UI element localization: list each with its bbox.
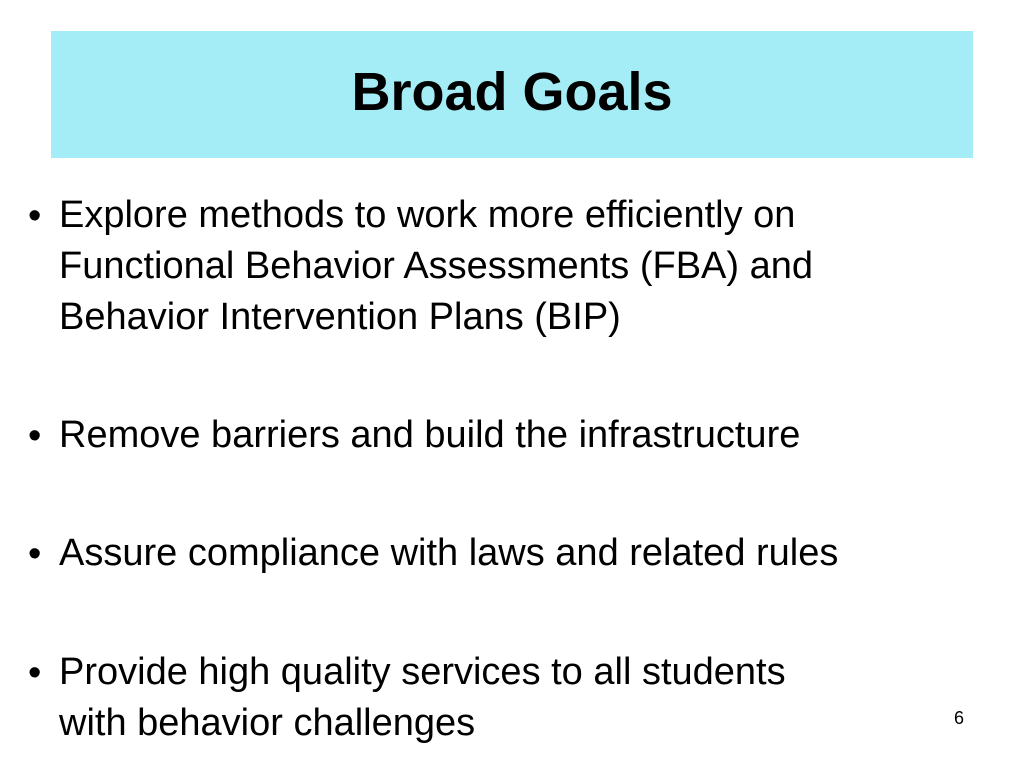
- slide-title: Broad Goals: [351, 61, 673, 122]
- page-number: 6: [953, 708, 964, 728]
- bullet-dot-icon: •: [28, 652, 42, 694]
- bullet-3-line-1: Assure compliance with laws and related rules: [59, 532, 839, 574]
- bullet-4-line-1: Provide high quality services to all students: [59, 651, 786, 693]
- bullet-dot-icon: •: [28, 415, 42, 457]
- bullet-1-line-1: Explore methods to work more efficiently on: [59, 194, 796, 236]
- bullet-text-2: [59, 410, 800, 461]
- bullet-text-1: [59, 190, 813, 343]
- bullet-dot-icon: •: [28, 195, 42, 237]
- bullet-item-4: [28, 647, 968, 749]
- bullet-4-line-2: with behavior challenges: [59, 702, 476, 744]
- bullet-text-4: [59, 647, 786, 749]
- bullet-text-3: [59, 528, 838, 579]
- bullet-1-line-2: Functional Behavior Assessments (FBA) and: [59, 245, 814, 287]
- bullet-dot-icon: •: [28, 533, 42, 575]
- bullet-1-line-3: Behavior Intervention Plans (BIP): [59, 296, 621, 338]
- bullet-item-3: [28, 528, 968, 580]
- bullet-item-2: [28, 410, 968, 462]
- bullet-2-line-1: Remove barriers and build the infrastructure: [59, 414, 801, 456]
- bullet-item-1: [28, 190, 968, 343]
